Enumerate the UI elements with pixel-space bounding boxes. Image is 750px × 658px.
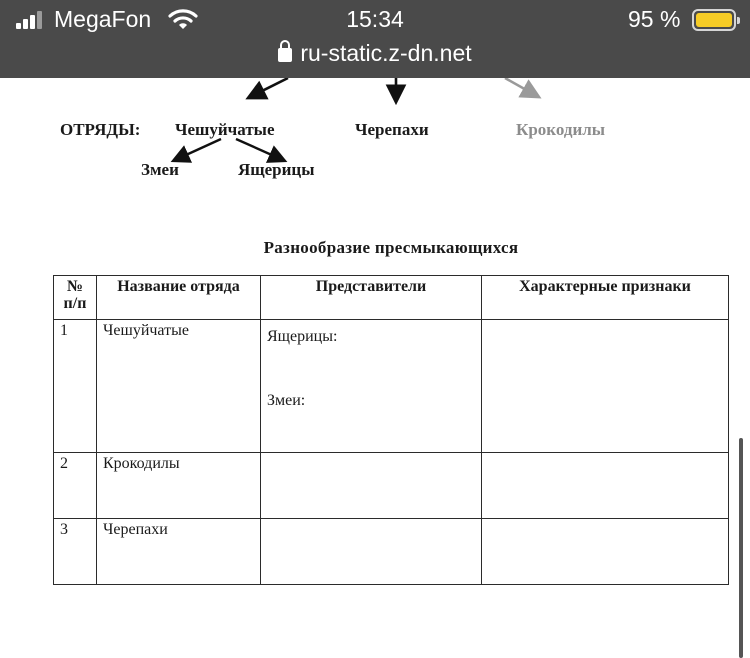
document-page <box>0 78 750 658</box>
header-number: № п/п <box>54 276 97 320</box>
row-number: 1 <box>54 320 97 453</box>
table-header-row <box>54 276 729 320</box>
table-row <box>54 519 729 585</box>
row-order-name: Чешуйчатые <box>97 320 261 453</box>
row-order-name: Крокодилы <box>97 453 261 519</box>
suborder-lizards: Ящерицы <box>238 160 315 179</box>
arrow-icon <box>505 78 537 96</box>
lock-icon <box>278 48 292 62</box>
row-traits <box>482 320 729 453</box>
row-number: 2 <box>54 453 97 519</box>
order-turtles: Черепахи <box>355 120 429 139</box>
row-traits <box>482 519 729 585</box>
arrow-icon <box>250 78 288 97</box>
carrier-name: MegaFon <box>54 6 152 32</box>
representative-lizards: Ящерицы: <box>267 328 338 345</box>
url-text: ru-static.z-dn.net <box>300 40 472 66</box>
address-bar[interactable] <box>0 40 750 67</box>
scrollbar[interactable] <box>739 438 743 658</box>
representative-snakes: Змеи: <box>267 392 306 409</box>
battery-percent: 95 % <box>628 6 681 32</box>
header-order-name: Название отряда <box>97 276 261 320</box>
orders-label: ОТРЯДЫ: <box>60 120 141 139</box>
row-representatives <box>261 519 482 585</box>
order-squamata: Чешуйчатые <box>175 120 275 139</box>
table-title: Разнообразие пресмыкающихся <box>263 238 519 257</box>
row-representatives <box>261 453 482 519</box>
table-row <box>54 453 729 519</box>
clock: 15:34 <box>346 6 404 32</box>
arrow-icon <box>175 139 221 160</box>
battery-icon <box>692 9 736 31</box>
table-row <box>54 320 729 453</box>
suborder-snakes: Змеи <box>141 160 179 179</box>
order-crocodiles: Крокодилы <box>516 120 606 139</box>
row-order-name: Черепахи <box>97 519 261 585</box>
reptiles-table <box>53 275 729 585</box>
row-representatives <box>261 320 482 453</box>
row-traits <box>482 453 729 519</box>
header-representatives: Представители <box>261 276 482 320</box>
row-number: 3 <box>54 519 97 585</box>
arrow-icon <box>236 139 283 160</box>
browser-top-bar <box>0 0 750 78</box>
header-traits: Характерные признаки <box>482 276 729 320</box>
